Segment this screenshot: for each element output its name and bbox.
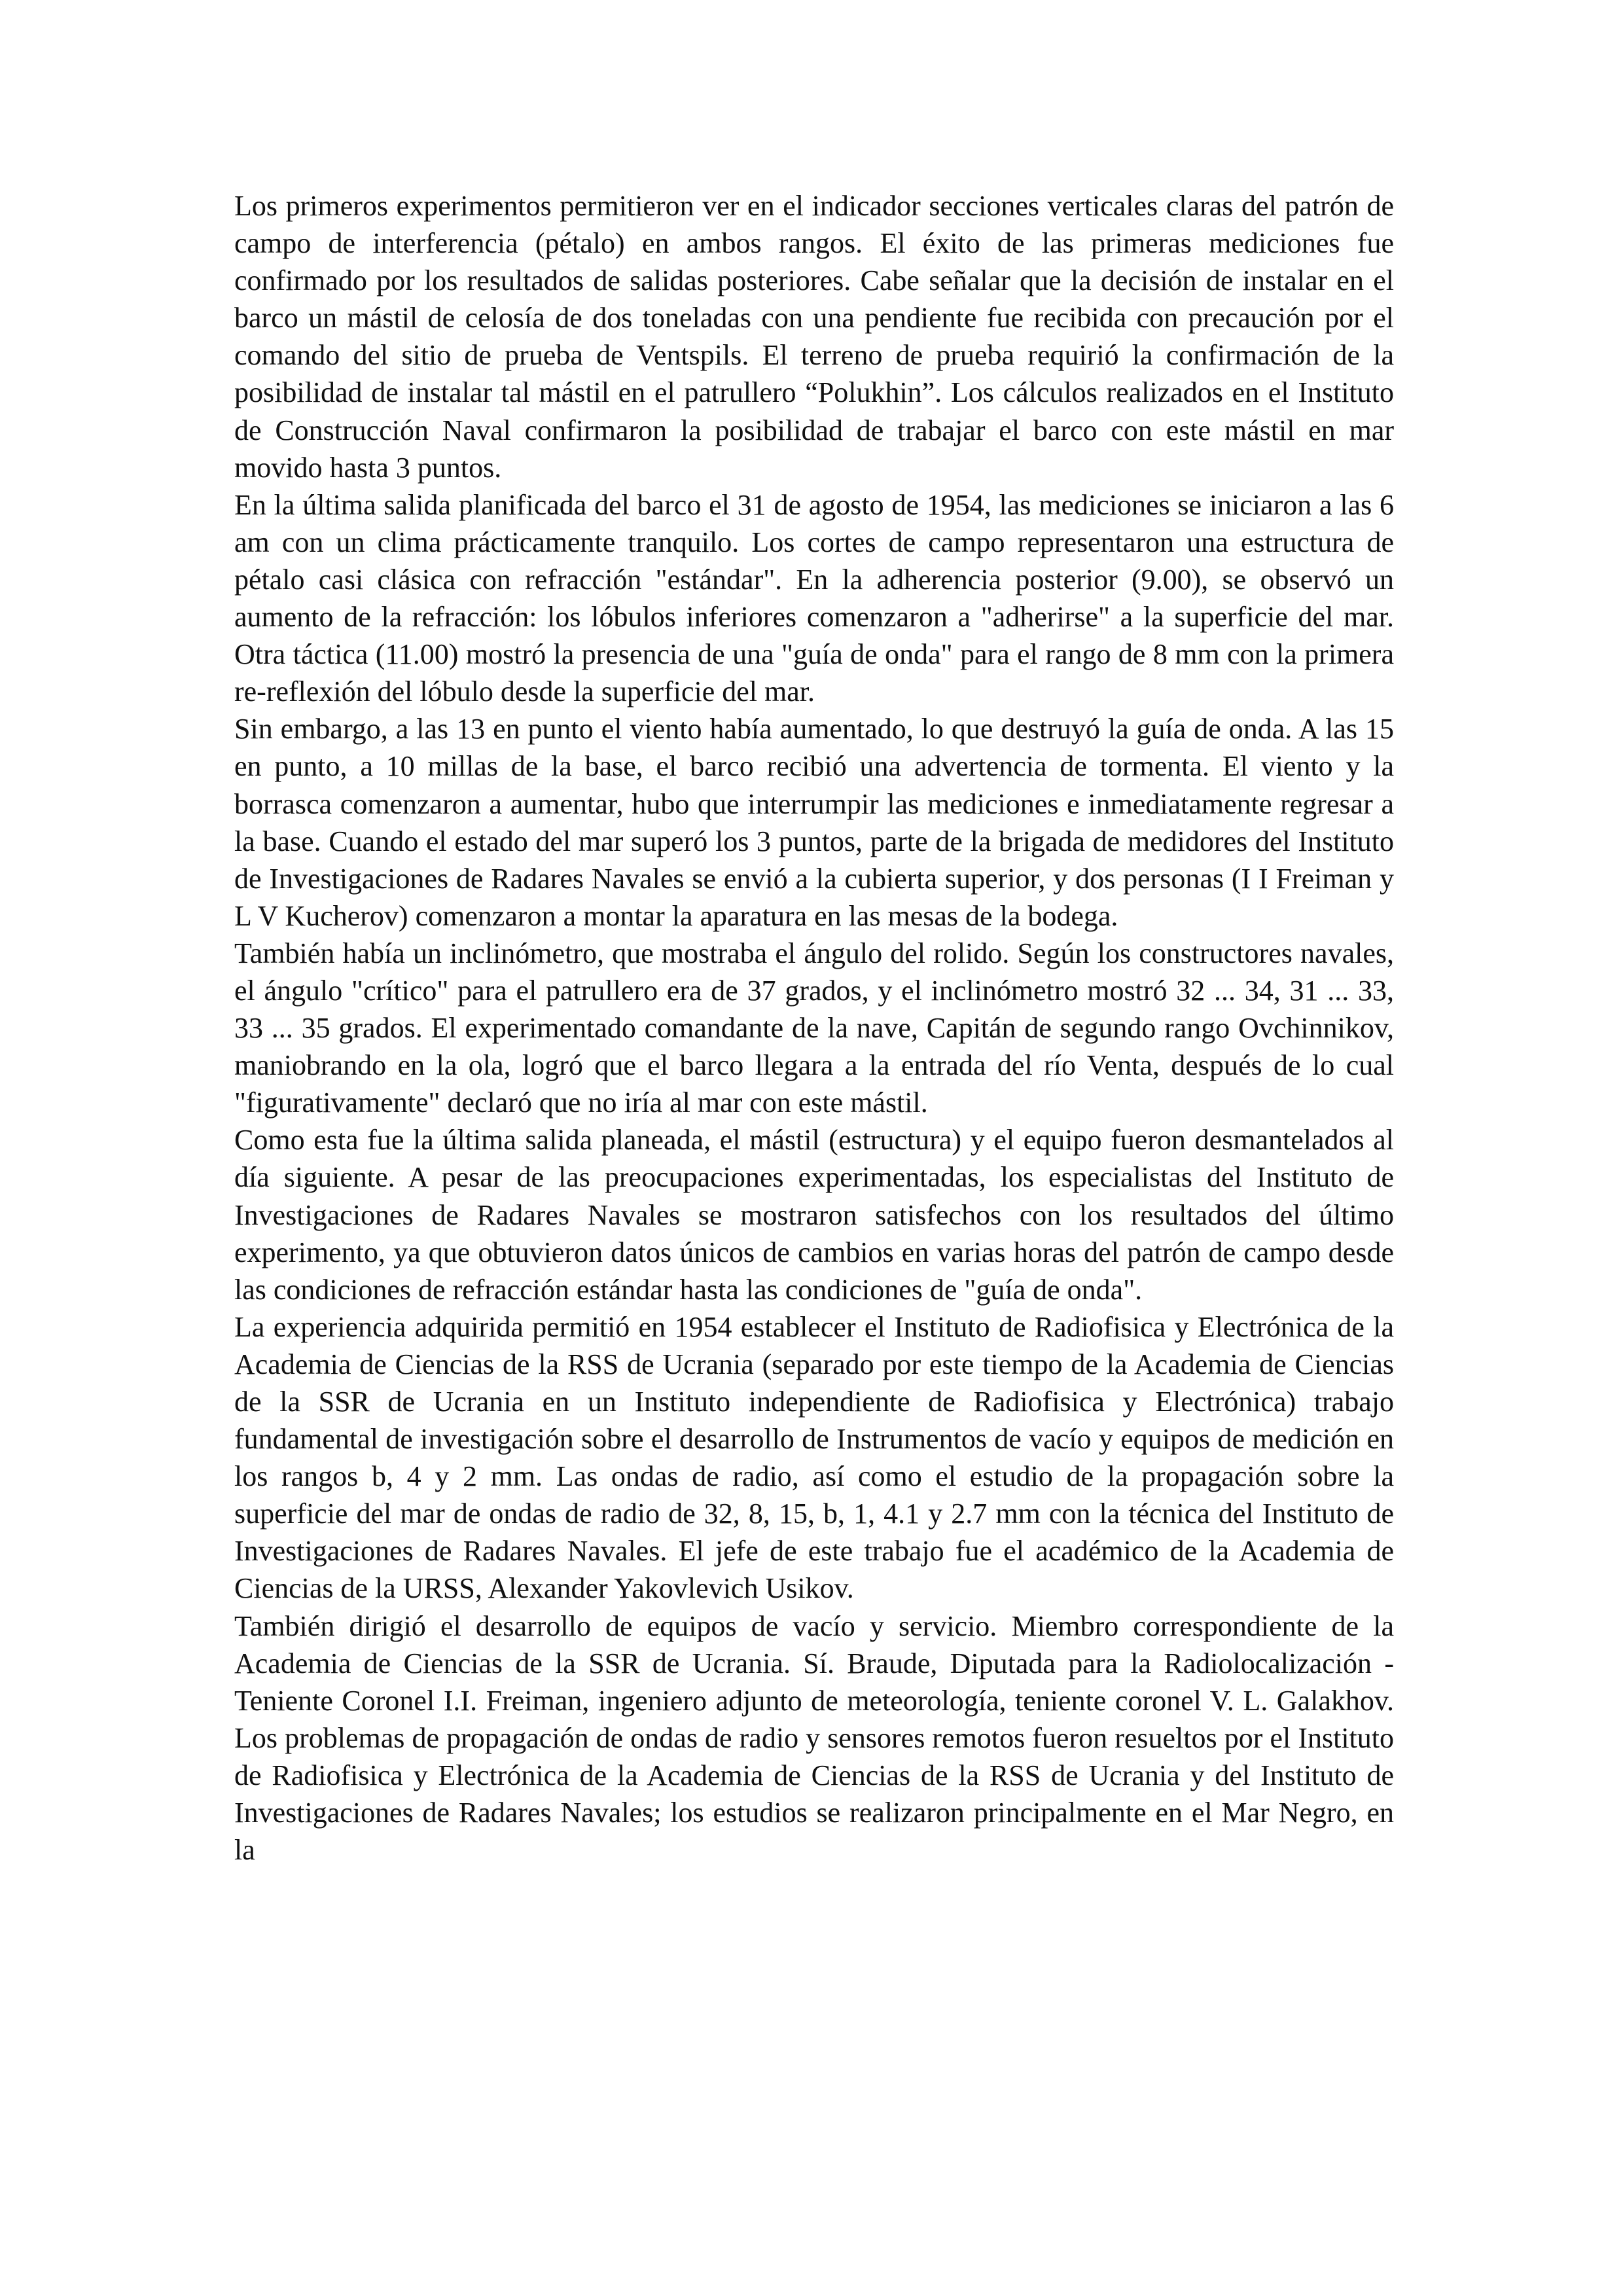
paragraph-4: También había un inclinómetro, que mostraba el ángulo del rolido. Según los constructores navales, el ángulo "crítico" para el patrullero era de 37 grados, y el inclinómetro mostró 32 ... 34, 31 ... 33, 33 ... 35 grados. El experimentado comandante de la nave, Capitán de segundo rango Ovchinnikov, maniobrando en la ola, logró que el barco llegara a la entrada del río Venta, después de lo cual "figurativamente" declaró que no iría al mar con este mástil.: [234, 937, 1394, 1119]
paragraph-3: Sin embargo, a las 13 en punto el viento había aumentado, lo que destruyó la guía de onda. A las 15 en punto, a 10 millas de la base, el barco recibió una advertencia de tormenta. El viento y la borrasca comenzaron a aumentar, hubo que interrumpir las mediciones e inmediatamente regresar a la base. Cuando el estado del mar superó los 3 puntos, parte de la brigada de medidores del Instituto de Investigaciones de Radares Navales se envió a la cubierta superior, y dos personas (I I Freiman y L V Kucherov) comenzaron a montar la aparatura en las mesas de la bodega.: [234, 713, 1394, 932]
paragraph-7: También dirigió el desarrollo de equipos de vacío y servicio. Miembro correspondiente de la Academia de Ciencias de la SSR de Ucrania. Sí. Braude, Diputada para la Radiolocalización - Teniente Coronel I.I. Freiman, ingeniero adjunto de meteorología, teniente coronel V. L. Galakhov. Los problemas de propagación de ondas de radio y sensores remotos fueron resueltos por el Instituto de Radiofisica y Electrónica de la Academia de Ciencias de la RSS de Ucrania y del Instituto de Investigaciones de Radares Navales; los estudios se realizaron principalmente en el Mar Negro, en la: [234, 1609, 1394, 1867]
paragraph-6: La experiencia adquirida permitió en 1954 establecer el Instituto de Radiofisica y Electrónica de la Academia de Ciencias de la RSS de Ucrania (separado por este tiempo de la Academia de Ciencias de la SSR de Ucrania en un Instituto independiente de Radiofisica y Electrónica) trabajo fundamental de investigación sobre el desarrollo de Instrumentos de vacío y equipos de medición en los rangos b, 4 y 2 mm. Las ondas de radio, así como el estudio de la propagación sobre la superficie del mar de ondas de radio de 32, 8, 15, b, 1, 4.1 y 2.7 mm con la técnica del Instituto de Investigaciones de Radares Navales. El jefe de este trabajo fue el académico de la Academia de Ciencias de la URSS, Alexander Yakovlevich Usikov.: [234, 1310, 1394, 1605]
document-body: [234, 187, 1394, 1869]
paragraph-2: En la última salida planificada del barco el 31 de agosto de 1954, las mediciones se iniciaron a las 6 am con un clima prácticamente tranquilo. Los cortes de campo representaron una estructura de pétalo casi clásica con refracción "estándar". En la adherencia posterior (9.00), se observó un aumento de la refracción: los lóbulos inferiores comenzaron a "adherirse" a la superficie del mar. Otra táctica (11.00) mostró la presencia de una "guía de onda" para el rango de 8 mm con la primera re-reflexión del lóbulo desde la superficie del mar.: [234, 488, 1394, 708]
paragraph-1: Los primeros experimentos permitieron ver en el indicador secciones verticales claras del patrón de campo de interferencia (pétalo) en ambos rangos. El éxito de las primeras mediciones fue confirmado por los resultados de salidas posteriores. Cabe señalar que la decisión de instalar en el barco un mástil de celosía de dos toneladas con una pendiente fue recibida con precaución por el comando del sitio de prueba de Ventspils. El terreno de prueba requirió la confirmación de la posibilidad de instalar tal mástil en el patrullero “Polukhin”. Los cálculos realizados en el Instituto de Construcción Naval confirmaron la posibilidad de trabajar el barco con este mástil en mar movido hasta 3 puntos.: [234, 190, 1394, 484]
paragraph-5: Como esta fue la última salida planeada, el mástil (estructura) y el equipo fueron desmantelados al día siguiente. A pesar de las preocupaciones experimentadas, los especialistas del Instituto de Investigaciones de Radares Navales se mostraron satisfechos con los resultados del último experimento, ya que obtuvieron datos únicos de cambios en varias horas del patrón de campo desde las condiciones de refracción estándar hasta las condiciones de "guía de onda".: [234, 1124, 1394, 1306]
